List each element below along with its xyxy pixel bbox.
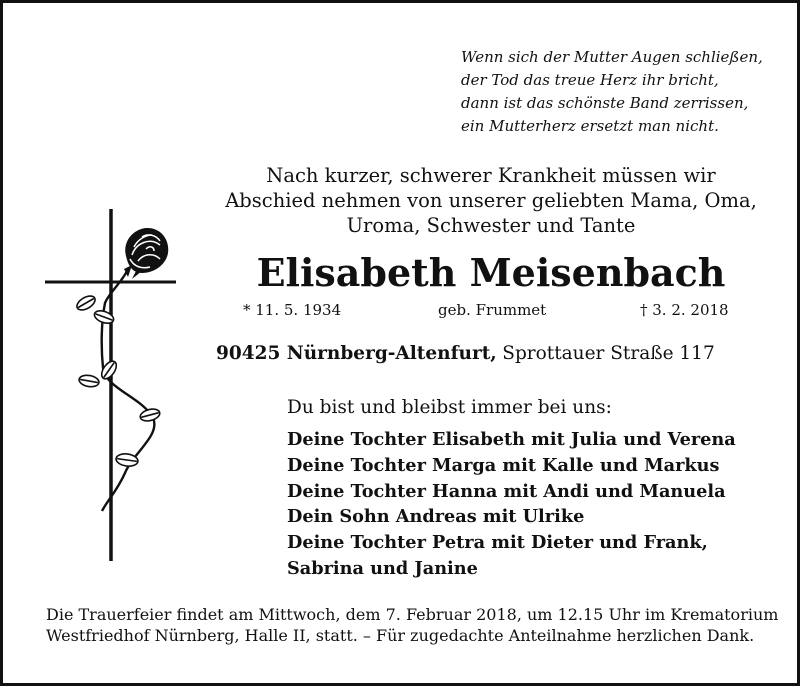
- family-line: Deine Tochter Petra mit Dieter und Frank,: [287, 532, 708, 554]
- intro-line: Nach kurzer, schwerer Krankheit müssen wir: [266, 164, 716, 187]
- family-line: Dein Sohn Andreas mit Ulrike: [287, 506, 585, 528]
- funeral-info: [46, 604, 778, 646]
- poem-line: der Tod das treue Herz ihr bricht,: [461, 71, 719, 89]
- footer-line: Westfriedhof Nürnberg, Halle II, statt. – Für zugedachte Anteilnahme herzlichen Dank.: [46, 626, 755, 645]
- address-street: Sprottauer Straße 117: [502, 343, 715, 364]
- death-date: † 3. 2. 2018: [640, 301, 729, 319]
- poem-line: ein Mutterherz ersetzt man nicht.: [461, 117, 719, 135]
- farewell-line: Du bist und bleibst immer bei uns:: [287, 397, 612, 418]
- intro-line: Uroma, Schwester und Tante: [346, 214, 636, 237]
- rose-leaf-icon: [78, 374, 100, 388]
- intro-text: [203, 163, 779, 238]
- rose-blossom-icon: [124, 228, 168, 279]
- poem-line: dann ist das schönste Band zerrissen,: [461, 94, 749, 112]
- family-line: Deine Tochter Hanna mit Andi und Manuela: [287, 480, 726, 502]
- family-line: Deine Tochter Marga mit Kalle und Markus: [287, 454, 720, 476]
- cross-with-rose-icon: [3, 3, 203, 686]
- intro-line: Abschied nehmen von unserer geliebten Mama, Oma,: [225, 189, 757, 212]
- address-city: 90425 Nürnberg-Altenfurt,: [216, 343, 497, 364]
- family-list: [287, 427, 736, 582]
- maiden-name: geb. Frummet: [438, 301, 547, 319]
- family-line: Deine Tochter Elisabeth mit Julia und Verena: [287, 429, 736, 450]
- address: [216, 341, 715, 367]
- poem-line: Wenn sich der Mutter Augen schließen,: [461, 48, 763, 66]
- deceased-name: Elisabeth Meisenbach: [256, 250, 726, 295]
- footer-line: Die Trauerfeier findet am Mittwoch, dem 7. Februar 2018, um 12.15 Uhr im Krematorium: [46, 605, 779, 624]
- poem: [461, 46, 763, 138]
- family-line: Sabrina und Janine: [287, 557, 478, 579]
- rose-leaf-icon: [75, 293, 98, 313]
- rose-leaf-icon: [139, 407, 161, 423]
- birth-date: * 11. 5. 1934: [243, 301, 342, 319]
